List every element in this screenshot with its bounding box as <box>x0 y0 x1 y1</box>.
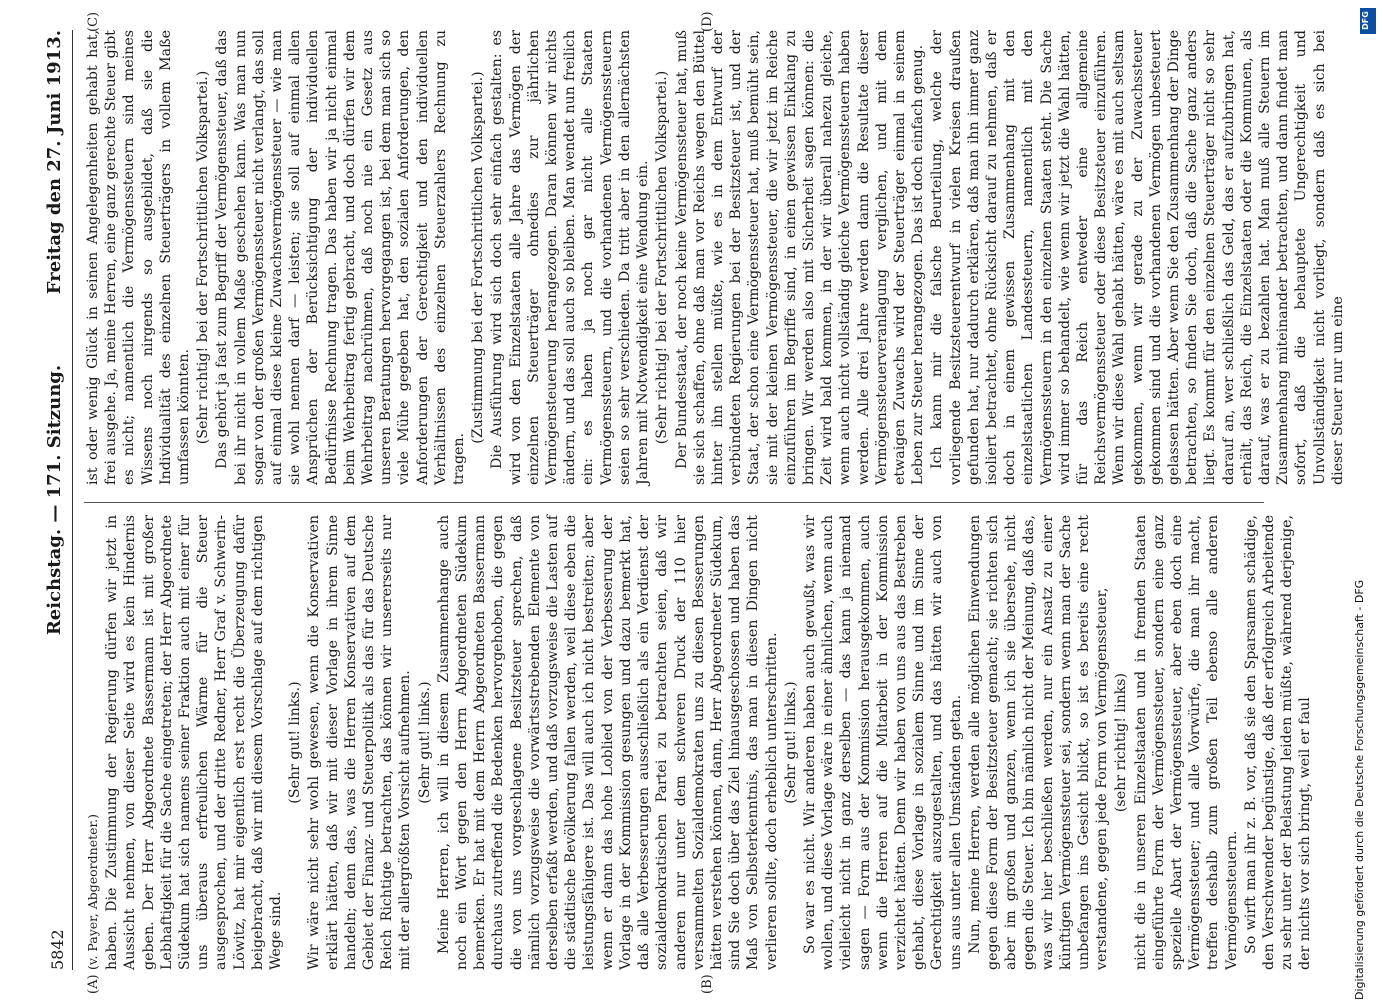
page-number: 5842 <box>48 929 67 970</box>
paragraph: (Sehr richtig! bei der Fortschrittlichen Volkspartei.) <box>195 70 212 445</box>
paragraph: (Sehr gut! links.) <box>416 681 433 804</box>
column-divider <box>84 502 1264 503</box>
dfg-logo-text: DFG <box>1360 11 1370 30</box>
paragraph: Der Bundesstaat, der noch keine Vermögenssteuer hat, muß sie sich schaffen, ohne daß man vor Reichs wegen den Büttel hinter ihn stellen müßte, wie es in dem Entwurf der verbündeten Regierungen bei der Besitzsteuer ist, und der Staat, der schon eine Vermögenssteuer hat, muß bemüht sein, sie mit der kleinen Vermögenssteuer, die wir jetzt im Reiche einzuführen im Begriffe sind, in einen gewissen Einklang zu bringen. Wir werden also mit Sicherheit sagen können: die Zeit wird bald kommen, in der wir überall nahezu gleiche, wenn auch nicht vollständig gleiche Vermögenssteuern haben werden. Alle drei Jahre werden dann die Resultate dieser Vermögenssteuerveranlagung verglichen, und mit dem etwaigen Zuwachs wird der Steuerträger einmal in seinem Leben zur Steuer herangezogen. Das ist doch einfach genug. <box>673 30 927 485</box>
dfg-logo <box>1360 8 1376 34</box>
session-date: Freitag den 27. Juni 1913. <box>44 30 65 295</box>
paragraph: (Sehr richtig! bei der Fortschrittlichen Volkspartei.) <box>654 70 671 445</box>
paragraph: nicht die in unseren Einzelstaaten und in fremden Staaten eingeführte Form der Vermögenssteuer, sondern eine ganz spezielle Abart der Vermögenssteuer, aber eben doch eine Vermögenssteuer; und alle Vorwürfe, die man ihr macht, treffen deshalb zum großen Teil ebenso alle anderen Vermögenssteuern. <box>1132 515 1240 970</box>
paragraph: (Sehr gut! links.) <box>782 681 799 804</box>
paragraph: (Zustimmung bei der Fortschrittlichen Volkspartei.) <box>470 71 487 444</box>
session-title: Reichstag. — 171. Sitzung. <box>44 364 65 636</box>
right-column <box>84 30 1348 485</box>
digitization-note: Digitalisierung gefördert durch die Deutsche Forschungsgemeinschaft - DFG <box>1353 579 1366 1000</box>
paragraph: Die Ausführung wird sich doch sehr einfach gestalten: es wird von den Einzelstaaten alle Jahre das Vermögen der einzelnen Steuerträger ohnedies zur jährlichen Vermögensteuerung herangezogen. Daran können wir nichts ändern, und das soll auch so bleiben. Man wendet nun freilich ein: es haben ja noch gar nicht alle Staaten Vermögenssteuern, und die vorhandenen Vermögenssteuern seien so sehr verschieden. Da tritt aber in den allernächsten Jahren mit Notwendigkeit eine Wendung ein. <box>489 30 652 485</box>
paragraph: (sehr richtig! links) <box>1113 672 1130 813</box>
paragraph: ist oder wenig Glück in seinen Angelegenheiten gehabt hat, frei ausgehe. Ja, meine Herren, eine ganz gerechte Steuer gibt es nicht; namentlich die Vermögenssteuern sind meines Wissens noch nirgends so ausgebildet, daß sie die Individualität des einzelnen Steuerträgers in vollem Maße umfassen könnten. <box>85 30 193 485</box>
page-header <box>44 30 72 970</box>
paragraph: Das gehört ja fast zum Begriff der Vermögenssteuer, daß das bei ihr nicht in vollem Maße geschehen kann. Was man nun sogar von der großen Vermögenssteuer nicht verlangt, das soll auf einmal diese kleine Zuwachsvermögenssteuer — wie man sie wohl nennen darf — leisten; sie soll auf einmal allen Ansprüchen der Berücksichtigung der individuellen Bedürfnisse Rechnung tragen. Das haben wir ja nicht einmal beim Wehrbeitrag fertig gebracht, und doch dürfen wir dem Wehrbeitrag nachrühmen, daß noch nie ein Gesetz aus unseren Beratungen hervorgegangen ist, bei dem man sich so viele Mühe gegeben hat, den sozialen Anforderungen, den Anforderungen der Gerechtigkeit und den individuellen Verhältnissen des einzelnen Steuerzahlers Rechnung zu tragen. <box>214 29 468 485</box>
margin-marker-b: (B) <box>700 974 715 994</box>
margin-marker-d: (D) <box>700 11 715 32</box>
paragraph: So wirft man ihr z. B. vor, daß sie den Sparsamen schädige, den Verschwender begünstige, daß der erfolgreich Arbeitende zu sehr unter der Belastung leiden müßte, während derjenige, der nichts vor sich bringt, weil er faul <box>1242 515 1314 970</box>
paragraph: (Sehr gut! links.) <box>287 681 304 804</box>
paragraph: Nun, meine Herren, werden alle möglichen Einwendungen gegen diese Form der Besitzsteuer gemacht; sie richten sich aber im großen und ganzen, wenn ich sie übersehe, nicht gegen die Steuer. Ich bin nämlich nicht der Meinung, daß das, was wir hier beschließen werden, nur ein Ansatz zu einer künftigen Vermögenssteuer sei, sondern wenn man der Sache unbefangen ins Gesicht blickt, so ist es bereits eine recht verstandene, gegen jede Form von Vermögenssteuer, <box>966 515 1111 970</box>
paragraph: haben. Die Zustimmung der Regierung dürfen wir jetzt in Aussicht nehmen, von dieser Seite wird es kein Hindernis geben. Der Herr Abgeordnete Bassermann ist mit großer Lebhaftigkeit für die Sache eingetreten; der Herr Abgeordnete Südekum hat sich namens seiner Fraktion auch mit einer für uns überaus erfreulichen Wärme für die Steuer ausgesprochen, und der dritte Redner, Herr Graf v. Schwerin-Löwitz, hat mir eigentlich erst recht die Überzeugung dafür beigebracht, daß wir mit diesem Vorschlage auf dem richtigen Wege sind. <box>104 515 285 970</box>
margin-marker-a: (A) <box>86 974 101 994</box>
paragraph: Wir wäre nicht sehr wohl gewesen, wenn die Konservativen erklärt hätten, daß wir mit dieser Vorlage in ihrem Sinne handeln; denn das, was die Herren Konservativen auf dem Gebiet der Finanz- und Steuerpolitik als das für das Deutsche Reich Richtige betrachten, das können wir unsererseits nur mit der allergrößten Vorsicht aufnehmen. <box>306 515 414 970</box>
paragraph: Meine Herren, ich will in diesem Zusammenhange auch noch ein Wort gegen den Herrn Abgeordneten Südekum bemerken. Er hat mit dem Herrn Abgeordneten Bassermann durchaus zutreffend die Bedenken hervorgehoben, die gegen die von uns vorgeschlagene Besitzsteuer sprechen, daß nämlich vorzugsweise die vorwärtsstrebenden Elemente von derselben erfaßt werden, und daß vorzugsweise die Lasten auf die städtische Bevölkerung fallen werden, weil diese eben die leistungsfähigere ist. Das will auch ich nicht bestreiten; aber wenn er dann das hohe Loblied von der Verbesserung der Vorlage in der Kommission gesungen und dazu bemerkt hat, daß alle Verbesserungen ausschließlich als ein Verdienst der sozialdemokratischen Partei zu betrachten seien, daß wir anderen nur unter dem schweren Druck der 110 hier versammelten Sozialdemokraten uns zu diesen Besserungen hätten verstehen können, dann, Herr Abgeordneter Südekum, sind Sie doch über das Ziel hinausgeschossen und haben das Maß von Selbsterkenntnis, das man in diesen Dingen nicht verlieren sollte, doch erheblich unterschritten. <box>435 515 780 970</box>
left-column <box>84 515 1316 970</box>
paragraph: (v. Payer, Abgeordneter.) <box>85 814 100 970</box>
header-rule <box>72 30 73 970</box>
paragraph: Ich kann mir die falsche Beurteilung, welche der vorliegende Besitzsteuerentwurf in vielen Kreisen draußen gefunden hat, nur dadurch erklären, daß man ihn immer ganz isoliert betrachtet, ohne Rücksicht darauf zu nehmen, daß er doch in einem gewissen Zusammenhang mit den einzelstaatlichen Landessteuern, namentlich mit den Vermögenssteuern in den einzelnen Staaten steht. Die Sache wird immer so behandelt, wie wenn wir jetzt die Wahl hätten, für das Reich entweder eine allgemeine Reichsvermögenssteuer oder diese Besitzsteuer einzuführen. Wenn wir diese Wahl gehabt hätten, wäre es mit auch seltsam gekommen, wenn wir gerade zu der Zuwachssteuer gekommen sind und die vorhandenen Vermögen unbesteuert gelassen hätten. Aber wenn Sie den Zusammenhang der Dinge betrachten, so finden Sie doch, daß die Sache ganz anders liegt. Es kommt für den einzelnen Steuerträger nicht so sehr darauf an, wer schließlich das Geld, das er aufzubringen hat, erhält, das Reich, die Einzelstaaten oder die Kommunen, als darauf, was er zu bezahlen hat. Man muß alle Steuern im Zusammenhang miteinander betrachten, und dann findet man sofort, daß die behauptete Ungerechtigkeit und Unvollständigkeit nicht vorliegt, sondern daß es sich bei dieser Steuer nur um eine <box>929 30 1346 485</box>
digitization-sidebar <box>1345 0 1383 1000</box>
margin-marker-c: (C) <box>86 11 101 32</box>
paragraph: So war es nicht. Wir anderen haben auch gewußt, was wir wollen, und diese Vorlage wäre in einer ähnlichen, wenn auch vielleicht nicht in ganz derselben — das kann ja niemand sagen — Form aus der Kommission herausgekommen, auch wenn die Herren auf die Mitarbeit in der Kommission verzichtet hätten. Denn wir haben von uns aus das Bestreben gehabt, diese Vorlage in sozialem Sinne und im Sinne der Gerechtigkeit auszugestalten, und das hätten wir auch von uns aus unter allen Umständen getan. <box>801 515 964 970</box>
